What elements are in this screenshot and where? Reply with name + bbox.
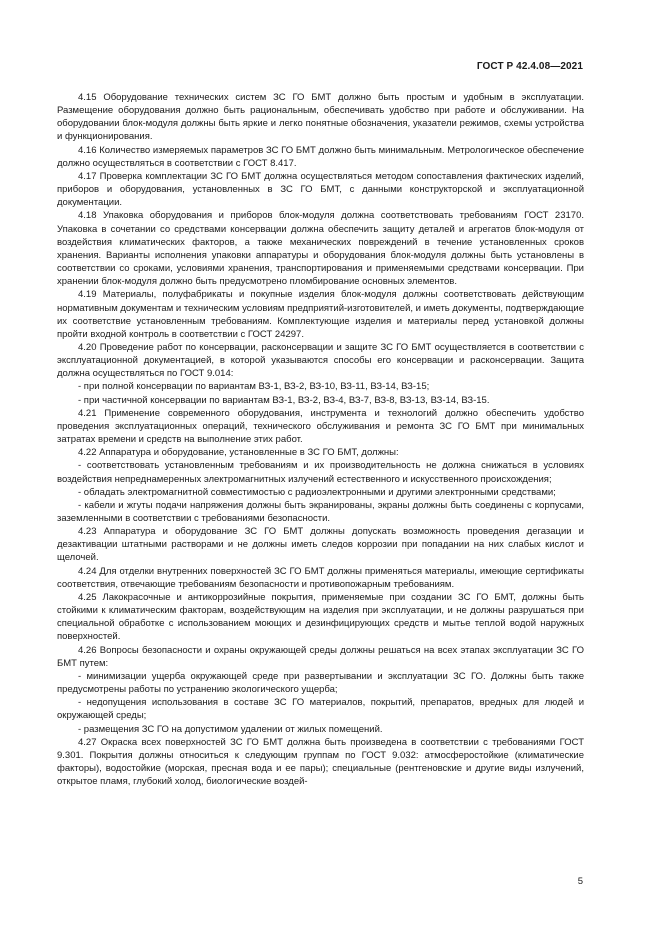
list-item: - минимизации ущерба окружающей среде при развертывании и эксплуатации ЗС ГО. Должны быть также предусмотрены работы по устранению экологического ущерба; xyxy=(57,670,584,696)
paragraph: 4.25 Лакокрасочные и антикоррозийные покрытия, применяемые при создании ЗС ГО БМТ, должны быть стойкими к климатическим факторам, воздействующим на изделия при эксплуатации, и не должны разрушаться при специальной обработке с использованием моющих и дезинфицирующих средств и мытье теплой водой наружных поверхностей. xyxy=(57,591,584,643)
paragraph: 4.20 Проведение работ по консервации, расконсервации и защите ЗС ГО БМТ осуществляется в соответствии с эксплуатационной документацией, в которой указываются способы его консервации и расконсервации. Защита должна осуществляться по ГОСТ 9.014: xyxy=(57,341,584,380)
paragraph: 4.22 Аппаратура и оборудование, установленные в ЗС ГО БМТ, должны: xyxy=(78,447,399,459)
page-number: 5 xyxy=(577,876,583,887)
document-body xyxy=(57,91,584,788)
document-code-header: ГОСТ Р 42.4.08—2021 xyxy=(476,61,583,72)
list-item: - обладать электромагнитной совместимостью с радиоэлектронными и другими электронными средствами; xyxy=(78,486,556,498)
paragraph: 4.23 Аппаратура и оборудование ЗС ГО БМТ должны допускать возможность проведения дегазации и дезактивации штатными растворами и не должны иметь следов коррозии при попадании на них слабых кислот и щелочей. xyxy=(57,526,584,564)
paragraph: 4.21 Применение современного оборудования, инструмента и технологий должно обеспечить удобство проведения эксплуатационных операций, технического обслуживания и ремонта ЗС ГО БМТ при минимальных затратах времени и средств на выполнение этих работ. xyxy=(57,407,584,446)
paragraph: 4.18 Упаковка оборудования и приборов блок-модуля должна соответствовать требованиям ГОСТ 23170. Упаковка в сочетании со средствами консервации должна обеспечить защиту деталей и агрегатов блок-модуля от воздействия климатических факторов, а также механических повреждений в течение установленных сроков хранения. Варианты исполнения упаковки аппаратуры и оборудования блок-модуля должны быть установлены в соответствии со сроками, условиями хранения, транспортирования и применяемыми средствами консервации. При хранении блок-модуля должно быть предусмотрено пломбирование основных элементов. xyxy=(57,210,584,288)
list-item: - при частичной консервации по вариантам ВЗ-1, ВЗ-2, ВЗ-4, ВЗ-7, ВЗ-8, ВЗ-13, ВЗ-14, ВЗ-15. xyxy=(78,394,490,406)
paragraph: 4.27 Окраска всех поверхностей ЗС ГО БМТ должна быть произведена в соответствии с требованиями ГОСТ 9.301. Покрытия должны относиться к следующим группам по ГОСТ 9.032: атмосферостойкие (климатические факторы), водостойкие (морская, пресная вода и ее пары); специальные (рентгеновские и другие виды излучений, открытое пламя, глубокий холод, биологические воздей- xyxy=(57,736,584,788)
paragraph: 4.24 Для отделки внутренних поверхностей ЗС ГО БМТ должны применяться материалы, имеющие сертификаты соответствия, отвечающие требованиям безопасности и противопожарным требованиям. xyxy=(57,565,584,590)
paragraph: 4.26 Вопросы безопасности и охраны окружающей среды должны решаться на всех этапах эксплуатации ЗС ГО БМТ путем: xyxy=(57,644,584,669)
list-item: - размещения ЗС ГО на допустимом удалении от жилых помещений. xyxy=(78,723,383,735)
paragraph: 4.15 Оборудование технических систем ЗС ГО БМТ должно быть простым и удобным в эксплуатации. Размещение оборудования должно быть рациональным, обеспечивать удобство при работе и обслуживании. На оборудовании блок-модуля должны быть яркие и легко понятные обозначения, указатели режимов, схемы устройства и функционирования. xyxy=(57,92,584,143)
list-item: - при полной консервации по вариантам ВЗ-1, ВЗ-2, ВЗ-10, ВЗ-11, ВЗ-14, ВЗ-15; xyxy=(78,381,430,393)
paragraph: 4.16 Количество измеряемых параметров ЗС ГО БМТ должно быть минимальным. Метрологическое обеспечение должно осуществляться в соответствии с ГОСТ 8.417. xyxy=(57,144,584,169)
list-item: - соответствовать установленным требованиям и их производительность не должна снижаться в условиях воздействия непреднамеренных электромагнитных излучений естественного и искусственного происхождения; xyxy=(57,460,584,485)
paragraph: 4.17 Проверка комплектации ЗС ГО БМТ должна осуществляться методом сопоставления фактических изделий, приборов и оборудования, установленных в ЗС ГО БМТ, с данными конструкторской и эксплуатационной документации. xyxy=(57,170,584,209)
list-item: - недопущения использования в составе ЗС ГО материалов, покрытий, препаратов, вредных для людей и окружающей среды; xyxy=(57,697,584,722)
list-item: - кабели и жгуты подачи напряжения должны быть экранированы, экраны должны быть соединены с корпусами, заземленными в соответствии с требованиями безопасности. xyxy=(57,499,584,524)
paragraph: 4.19 Материалы, полуфабрикаты и покупные изделия блок-модуля должны соответствовать действующим нормативным документам и техническим условиям предприятий-изготовителей, и иметь документы, подтверждающие их соответствие установленным требованиям. Комплектующие изделия и материалы перед установкой должны пройти входной контроль в соответствии с ГОСТ 24297. xyxy=(57,289,584,340)
